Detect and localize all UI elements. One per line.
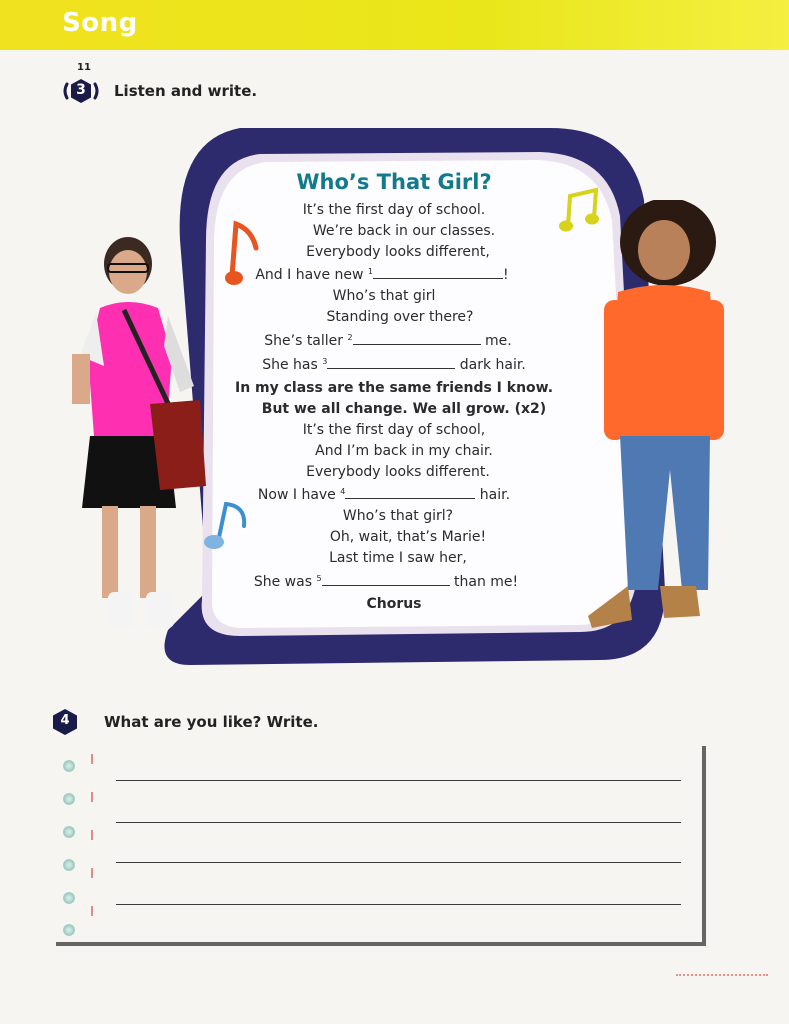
margin-mark bbox=[91, 830, 93, 840]
lyric-text: dark hair. bbox=[459, 356, 526, 373]
lyric-text: hair. bbox=[479, 487, 511, 504]
page-dotted-rule bbox=[676, 974, 768, 977]
girl-in-orange-image bbox=[584, 200, 734, 632]
writing-notebook bbox=[56, 744, 706, 946]
lyric-line bbox=[202, 262, 562, 286]
lyric-line: It’s the first day of school, bbox=[302, 421, 486, 438]
answer-blank[interactable] bbox=[373, 264, 503, 279]
blank-number: 2 bbox=[347, 332, 353, 342]
blank-number: 3 bbox=[322, 356, 328, 366]
section-title: Song bbox=[62, 8, 138, 38]
lyric-line bbox=[208, 328, 568, 352]
track-number: 11 bbox=[77, 62, 91, 73]
lyric-text: Now I have bbox=[257, 487, 336, 504]
lyric-line: Everybody looks different, bbox=[306, 243, 490, 260]
exercise-4-number: 4 bbox=[60, 713, 70, 728]
song-lyrics bbox=[214, 170, 574, 615]
writing-line[interactable] bbox=[116, 904, 681, 905]
exercise-3-number: 3 bbox=[76, 82, 86, 98]
notebook-hole bbox=[63, 924, 75, 936]
lyric-line: Last time I saw her, bbox=[329, 549, 467, 566]
writing-line[interactable] bbox=[116, 822, 681, 823]
lyric-line bbox=[206, 569, 566, 593]
lyric-line: Who’s that girl? bbox=[342, 508, 454, 525]
lyric-line: But we all change. We all grow. (x2) bbox=[261, 401, 547, 418]
lyric-text: She’s taller bbox=[264, 332, 344, 349]
lyric-line: Who’s that girl bbox=[332, 288, 436, 305]
margin-mark bbox=[91, 868, 93, 878]
exercise-4-heading bbox=[52, 708, 318, 736]
lyric-line: It’s the first day of school. bbox=[302, 202, 486, 218]
notebook-hole bbox=[63, 826, 75, 838]
audio-track-icon[interactable] bbox=[62, 62, 100, 110]
lyric-text: than me! bbox=[454, 573, 519, 590]
lyric-text: And I have new bbox=[255, 267, 364, 284]
blank-number: 5 bbox=[316, 573, 322, 583]
lyric-line: Everybody looks different. bbox=[306, 463, 490, 480]
writing-line[interactable] bbox=[116, 780, 681, 781]
margin-mark bbox=[91, 792, 93, 802]
blank-number: 4 bbox=[340, 487, 346, 497]
blank-number: 1 bbox=[367, 267, 374, 277]
answer-blank[interactable] bbox=[322, 571, 450, 586]
section-header bbox=[0, 0, 789, 50]
answer-blank[interactable] bbox=[327, 354, 455, 369]
notebook-hole bbox=[63, 760, 75, 772]
answer-blank[interactable] bbox=[353, 330, 481, 345]
lyric-text: She has bbox=[262, 356, 318, 373]
exercise-3-instruction: Listen and write. bbox=[114, 82, 258, 100]
notebook-hole bbox=[63, 793, 75, 805]
exercise-3-heading bbox=[62, 62, 258, 110]
lyric-text: ! bbox=[503, 267, 509, 284]
girl-with-bag-image bbox=[60, 236, 208, 636]
margin-mark bbox=[91, 906, 93, 916]
lyric-line: Standing over there? bbox=[326, 308, 474, 325]
writing-line[interactable] bbox=[116, 862, 681, 863]
lyric-line: And I’m back in my chair. bbox=[315, 442, 493, 459]
margin-mark bbox=[91, 754, 93, 764]
exercise-4-instruction: What are you like? Write. bbox=[104, 713, 319, 731]
lyric-line bbox=[214, 352, 574, 376]
lyric-line: In my class are the same friends I know. bbox=[234, 380, 554, 397]
notebook-hole bbox=[63, 859, 75, 871]
answer-blank[interactable] bbox=[345, 484, 475, 499]
lyric-line bbox=[204, 482, 564, 506]
lyric-line: Oh, wait, that’s Marie! bbox=[329, 528, 487, 545]
song-title: Who’s That Girl? bbox=[296, 170, 492, 194]
lyric-line: Chorus bbox=[366, 596, 422, 613]
notebook-hole bbox=[63, 892, 75, 904]
lyric-text: me. bbox=[485, 332, 512, 349]
lyric-text: She was bbox=[253, 573, 312, 590]
lyric-line: We’re back in our classes. bbox=[312, 222, 496, 239]
exercise-4-badge bbox=[52, 708, 78, 736]
